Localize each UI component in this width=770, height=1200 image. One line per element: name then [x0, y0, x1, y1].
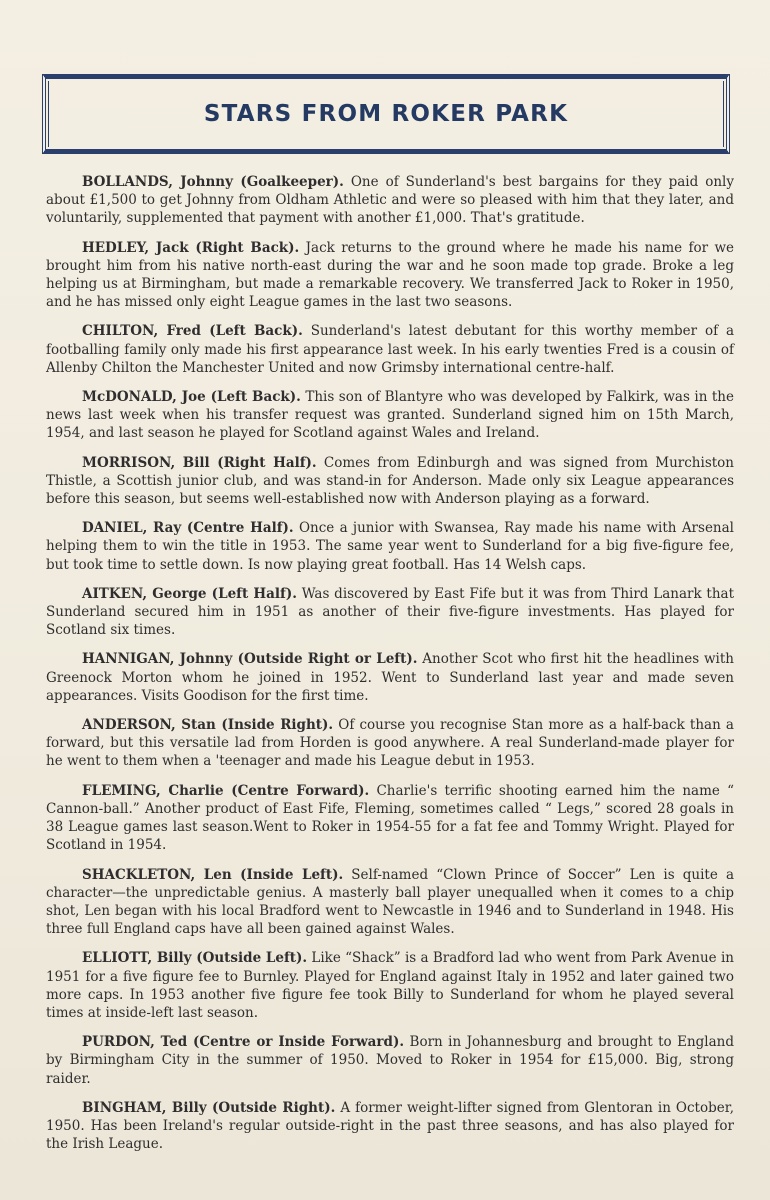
player-bio: Another Scot who first hit the headlines with Greenock Morton whom he joined in 1952. Went to Sunderland last year and made seven appearances. Visits Goodison for the first time.: [46, 651, 734, 704]
player-entry-hedley: [46, 239, 734, 312]
player-entry-purdon: [46, 1033, 734, 1088]
player-name: DANIEL, Ray (Centre Half).: [82, 520, 294, 537]
player-bio: Once a junior with Swansea, Ray made his name with Arsenal helping them to win the title in 1953. The same year went to Sunderland for a big five-figure fee, but took time to settle down. Is now playing great football. Has 14 Welsh caps.: [46, 520, 734, 573]
player-entry-daniel: [46, 519, 734, 574]
player-name: BOLLANDS, Johnny (Goalkeeper).: [82, 174, 344, 190]
player-name: FLEMING, Charlie (Centre Forward).: [82, 782, 370, 799]
player-bio: Was discovered by East Fife but it was from Third Lanark that Sunderland secured him in 1951 as another of their five-figure investments. Has played for Scotland six times.: [46, 585, 735, 639]
player-bio: Self-named “Clown Prince of Soccer” Len is quite a character—the unpredictable genius. A masterly ball player unequalled when it comes to a chip shot, Len began with his local Bradford went to Newcastle in 1946 and to Sunderland in 1948. His three full England caps have all been gained against Wales.: [46, 866, 734, 938]
player-list: [46, 173, 734, 1164]
player-name: HANNIGAN, Johnny (Outside Right or Left).: [82, 651, 418, 668]
player-entry-anderson: [46, 716, 734, 771]
player-bio: Sunderland's latest debutant for this worthy member of a footballing family only made his first appearance last week. In his early twenties Fred is a cousin of Allenby Chilton the Manchester United and now Grimsby international centre-half.: [46, 323, 735, 376]
player-bio: Jack returns to the ground where he made his name for we brought him from his native north-east during the war and he soon made top grade. Broke a leg helping us at Birmingham, but made a remarkable recovery. We transferred Jack to Roker in 1950, and he has missed only eight League games in the last two seasons.: [46, 239, 735, 311]
player-entry-chilton: [46, 322, 734, 377]
player-entry-fleming: [46, 782, 734, 855]
player-entry-hannigan: [46, 650, 734, 705]
player-bio: One of Sunderland's best bargains for they paid only about £1,500 to get Johnny from Oldham Athletic and were so pleased with him that they later, and voluntarily, supplemented that payment with another £1,000. That's gratitude.: [46, 174, 734, 227]
player-entry-elliott: [46, 949, 734, 1022]
player-name: McDONALD, Joe (Left Back).: [82, 389, 301, 406]
player-entry-shackleton: [46, 866, 734, 939]
player-entry-bingham: [46, 1099, 734, 1154]
player-name: AITKEN, George (Left Half).: [82, 585, 297, 602]
player-bio: Charlie's terrific shooting earned him the name “ Cannon-ball.” Another product of East Fife, Fleming, sometimes called “ Legs,” scored 28 goals in 38 League games last season.Went to Roker in 1954-55 for a fat fee and Tommy Wright. Played for Scotland in 1954.: [46, 782, 734, 854]
title-banner: [42, 74, 730, 154]
player-bio: Like “Shack” is a Bradford lad who went from Park Avenue in 1951 for a five figure fee to Burnley. Played for England against Italy in 1952 and later gained two more caps. In 1953 another five figure fee took Billy to Sunderland for whom he played several times at inside-left last season.: [46, 950, 734, 1021]
player-bio: Of course you recognise Stan more as a half-back than a forward, but this versatile lad from Horden is good anywhere. A real Sunderland-made player for he went to them when a 'teenager and made his League debut in 1953.: [46, 717, 734, 770]
player-bio: Born in Johannesburg and brought to England by Birmingham City in the summer of 1950. Moved to Roker in 1954 for £15,000. Big, strong raider.: [46, 1034, 734, 1087]
player-entry-bollands: [46, 173, 734, 228]
player-entry-morrison: [46, 454, 734, 509]
player-bio: Comes from Edinburgh and was signed from Murchiston Thistle, a Scottish junior club, and was stand-in for Anderson. Made only six League appearances before this season, but seems well-established now with Anderson playing as a forward.: [46, 454, 734, 508]
page-title: STARS FROM ROKER PARK: [203, 101, 569, 127]
player-bio: This son of Blantyre who was developed by Falkirk, was in the news last week when his transfer request was granted. Sunderland signed him on 15th March, 1954, and last season he played for Scotland against Wales and Ireland.: [46, 389, 734, 442]
player-name: ELLIOTT, Billy (Outside Left).: [82, 950, 308, 967]
player-name: MORRISON, Bill (Right Half).: [82, 454, 317, 471]
player-name: ANDERSON, Stan (Inside Right).: [82, 717, 334, 734]
player-name: CHILTON, Fred (Left Back).: [82, 323, 303, 340]
player-entry-mcdonald: [46, 388, 734, 443]
player-name: HEDLEY, Jack (Right Back).: [82, 239, 300, 256]
player-bio: A former weight-lifter signed from Glentoran in October, 1950. Has been Ireland's regular outside-right in the past three seasons, and has also played for the Irish League.: [46, 1099, 734, 1153]
player-name: PURDON, Ted (Centre or Inside Forward).: [82, 1034, 405, 1051]
player-name: BINGHAM, Billy (Outside Right).: [82, 1099, 336, 1116]
player-entry-aitken: [46, 585, 734, 640]
player-name: SHACKLETON, Len (Inside Left).: [82, 866, 344, 883]
